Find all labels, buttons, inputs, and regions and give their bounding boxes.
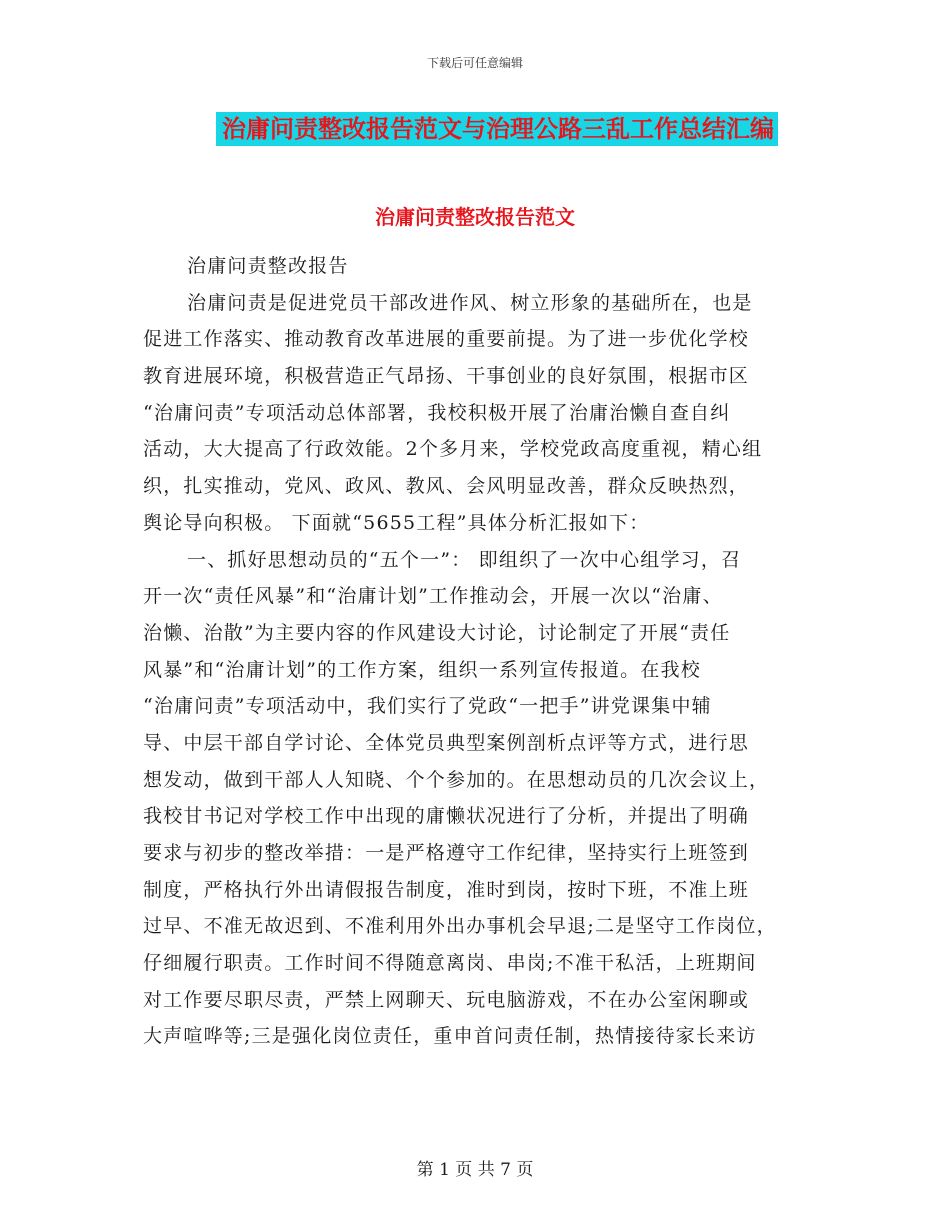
- section-title: 治庸问责整改报告范文: [375, 205, 575, 229]
- header-note: 下载后可任意编辑: [426, 56, 523, 70]
- paragraph-line: 要求与初步的整改举措：一是严格遵守工作纪律，坚持实行上班签到: [143, 842, 750, 864]
- paragraph-line: 大声喧哗等;三是强化岗位责任，重申首问责任制，热情接待家长来访: [143, 1025, 757, 1048]
- document-title-area: [0, 112, 950, 146]
- paragraph-line: 导、中层干部自学讨论、全体党员典型案例剖析点评等方式，进行思: [143, 731, 750, 754]
- paragraph-line: 对工作要尽职尽责，严禁上网聊天、玩电脑游戏，不在办公室闲聊或: [143, 988, 750, 1011]
- page-number: 第 1 页 共 7 页: [416, 1160, 534, 1180]
- paragraph-line: 舆论导向积极。 下面就“5655工程”具体分析汇报如下：: [143, 511, 650, 534]
- paragraph-line: 开一次“责任风暴”和“治庸计划”工作推动会，开展一次以“治庸、: [143, 585, 723, 608]
- document-title: 治庸问责整改报告范文与治理公路三乱工作总结汇编: [216, 112, 778, 146]
- document-body: [143, 248, 813, 1055]
- paragraph-line: 治懒、治散”为主要内容的作风建设大讨论，讨论制定了开展“责任: [143, 621, 731, 644]
- paragraph-line: 风暴”和“治庸计划”的工作方案，组织一系列宣传报道。在我校: [143, 658, 701, 681]
- paragraph-line: 教育进展环境，积极营造正气昂扬、干事创业的良好氛围，根据市区: [143, 365, 750, 388]
- paragraph-line: 仔细履行职责。工作时间不得随意离岗、串岗;不准干私活，上班期间: [143, 952, 757, 975]
- paragraph-line: 一、抓好思想动员的“五个一”： 即组织了一次中心组学习，召: [187, 548, 742, 571]
- paragraph-line: 织，扎实推动，党风、政风、教风、会风明显改善，群众反映热烈，: [143, 475, 750, 498]
- paragraph-line: “治庸问责”专项活动中，我们实行了党政“一把手”讲党课集中辅: [143, 695, 712, 718]
- paragraph-line: 想发动，做到干部人人知晓、个个参加的。在思想动员的几次会议上，: [143, 768, 770, 791]
- paragraph-line: 制度，严格执行外出请假报告制度，准时到岗，按时下班，不准上班: [143, 878, 750, 901]
- paragraph-line: 过早、不准无故迟到、不准利用外出办事机会早退;二是坚守工作岗位，: [143, 915, 777, 938]
- paragraph-line: “治庸问责”专项活动总体部署，我校积极开展了治庸治懒自查自纠: [143, 401, 731, 424]
- paragraph-line: 活动，大大提高了行政效能。2个多月来，学校党政高度重视，精心组: [143, 438, 763, 461]
- paragraph-line: 促进工作落实、推动教育改革进展的重要前提。为了进一步优化学校: [143, 328, 750, 351]
- paragraph-line: 我校甘书记对学校工作中出现的庸懒状况进行了分析，并提出了明确: [143, 805, 750, 828]
- paragraph-line: 治庸问责整改报告: [187, 255, 349, 277]
- paragraph-line: 治庸问责是促进党员干部改进作风、树立形象的基础所在，也是: [187, 291, 753, 314]
